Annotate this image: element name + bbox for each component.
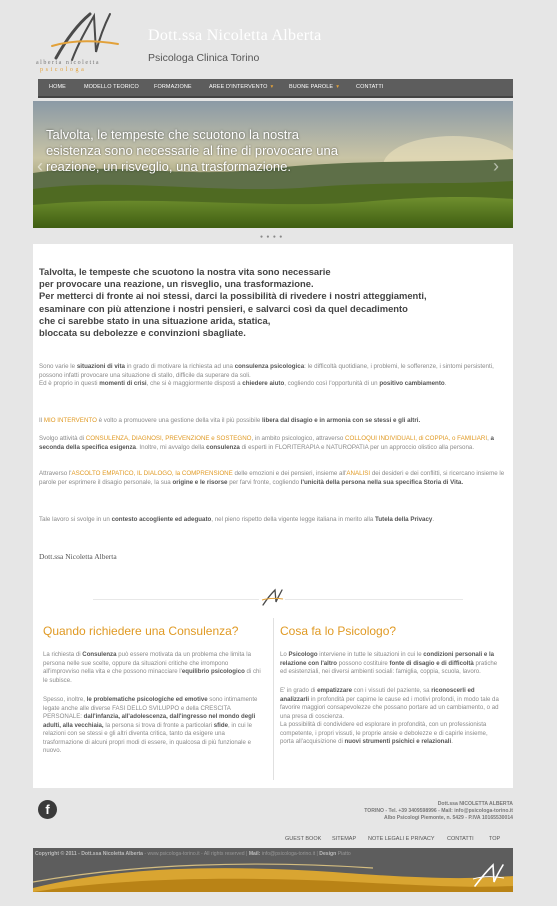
footer-name: Dott.ssa NICOLETTA ALBERTA	[437, 801, 513, 807]
slider-pagination-dots[interactable]: ● ● ● ●	[260, 234, 284, 240]
intro-line: Per metterci di fronte ai noi stessi, darci la possibilità di rivedere i nostri atteggiamenti,	[39, 290, 427, 302]
intro-line: esaminare con più attenzione i nostri pensieri, e salvarci così da quel decadimento	[39, 302, 408, 314]
chevron-right-icon[interactable]: ›	[493, 156, 499, 176]
paragraph-attivita: Svolgo attività di CONSULENZA, DIAGNOSI, PREVENZIONE e SOSTEGNO, in ambito psicologico, attraverso COLLOQUI INDIVIDUALI, di COPPIA, o FAMILIARI, a seconda della specifica esigenza. Inoltre, mi avvalgo della consulenza di esperti in FLORITERAPIA e NATUROPATIA per un approccio olistico alla persona.	[39, 435, 494, 451]
link-mio-intervento[interactable]: MIO INTERVENTO	[43, 417, 97, 424]
chevron-down-icon: ▾	[336, 84, 340, 90]
intro-quote	[39, 266, 499, 339]
footer-link-top[interactable]: TOP	[489, 836, 501, 842]
column-divider	[273, 618, 274, 780]
logo-subtitle: psicologa	[40, 67, 87, 73]
footer-swoosh	[33, 858, 513, 892]
nav-item-label: FORMAZIONE	[154, 84, 192, 90]
main-content	[33, 244, 513, 788]
paragraph-privacy: Tale lavoro si svolge in un contesto accogliente ed adeguato, nel pieno rispetto della vigente legge italiana in merito alla Tutela della Privacy.	[39, 516, 435, 523]
logo-mark-small	[259, 588, 285, 608]
facebook-icon[interactable]: f	[38, 800, 57, 819]
psicologo-paragraph-2: E' in grado di empatizzare con i vissuti del paziente, sa riconoscerli ed analizzarli in profondità per capirne le cause ed i motivi profondi, in modo tale da favorire maggiori consapevolezze che possano portare ad un cambiamento, o ad una presa di coscienza. La possibilità di condividere ed esplorare in profondità, con un professionista competente, i propri vissuti, le proprie ansie e debolezze e di capirle insieme, porta all'acquisizione di nuovi strumenti psichici e relazionali.	[280, 687, 499, 745]
paragraph-ascolto: Attraverso l'ASCOLTO EMPATICO, IL DIALOGO, la COMPRENSIONE delle emozioni e dei pensieri, insieme all'ANALISI dei desideri e dei conflitti, si ricercano insieme le parole per esprimere il disagio personale, la sua origine e le risorse per farvi fronte, cogliendo l'unicità della persona nella sua specifica Storia di Vita.	[39, 470, 505, 486]
psicologo-paragraph-1: Lo Psicologo interviene in tutte le situazioni in cui le condizioni personali e la relazione con l'altro possono costituire fonte di disagio e di difficoltà pratiche ed esistenziali, nei diversi ambienti sociali: famiglia, coppia, scuola, lavoro.	[280, 651, 498, 675]
nav-item-label: CONTATTI	[356, 84, 384, 90]
nav-item-label: MODELLO TEORICO	[84, 84, 139, 90]
footer-links	[280, 836, 510, 846]
site-subtitle: Psicologa Clinica Torino	[148, 52, 260, 64]
slider-caption: Talvolta, le tempeste che scuotono la nostra esistenza sono necessarie al fine di provocare una reazione, un risveglio, una trasformazione.	[46, 127, 338, 174]
nav-item-buone-parole[interactable]	[289, 79, 339, 96]
consulenza-paragraph-2: Spesso, inoltre, le problematiche psicologiche ed emotive sono intimamente legate anche alle diverse FASI DELLO SVILUPPO e della CRESCITA PERSONALE: dall'infanzia, all'adolescenza, dall'ingresso nel mondo degli adulti, alla vecchiaia, la persona si trova di fronte a particolari sfide, in cui le relazioni con se stessi e gli altri diventa critica, tanto da esigere una trasformazione di alcuni propri modi di essere, in qualcosa di più funzionale e nuovo.	[43, 696, 258, 754]
nav-item-aree-intervento[interactable]	[209, 79, 273, 96]
chevron-left-icon[interactable]: ‹	[37, 156, 43, 176]
nav-item-home[interactable]	[49, 79, 66, 96]
nav-item-modello-teorico[interactable]	[84, 79, 139, 96]
paragraph-situations: Sono varie le situazioni di vita in grado di motivare la richiesta ad una consulenza psicologica: le difficoltà quotidiane, i problemi, le sofferenze, i sintomi persistenti, possono infatti provocare una situazione di stallo, difficile da superare da soli. Ed è proprio in questi momenti di crisi, che si è maggiormente disposti a chiedere aiuto, cogliendo così l'opportunità di un positivo cambiamento.	[39, 363, 494, 388]
intro-line: Talvolta, le tempeste che scuotono la nostra vita sono necessarie	[39, 266, 331, 277]
chevron-down-icon: ▾	[270, 84, 274, 90]
intro-line: bloccata su debolezze e convinzioni sbagliate.	[39, 327, 246, 339]
nav-item-formazione[interactable]	[154, 79, 192, 96]
site-title[interactable]: Dott.ssa Nicoletta Alberta	[148, 27, 322, 44]
footer-contact: TORINO - Tel. +39 3409598996 - Mail: info@psicologa-torino.it	[364, 808, 513, 814]
footer-bar	[33, 848, 513, 892]
footer-registration: Albo Psicologi Piemonte, n. 5429 - P.IVA 10165530014	[383, 815, 513, 821]
paragraph-intervento: Il MIO INTERVENTO è volto a promuovere una gestione della vita il più possibile libera dal disagio e in armonia con se stessi e gli altri.	[39, 417, 421, 424]
signature: Dott.ssa Nicoletta Alberta	[39, 552, 117, 561]
footer-link-sitemap[interactable]: SITEMAP	[332, 836, 357, 842]
consulenza-paragraph-1: La richiesta di Consulenza può essere motivata da un problema che limita la persona nelle sue scelte, oppure da situazioni critiche che irrompono all'improvviso nella vita e che possono minacciare l'equilibrio psicologico di chi le subisce.	[43, 651, 261, 684]
logo-name: alberta nicoletta	[36, 60, 100, 66]
copyright: Copyright © 2011 - Dott.ssa Nicoletta Alberta - www.psicologa-torino.it - All rights reserved | Mail: info@psicologa-torino.it | Design Piatto	[35, 851, 351, 857]
intro-line: che ci sarebbe stato in una situazione arida, statica,	[39, 314, 271, 326]
nav-item-label: HOME	[49, 84, 66, 90]
intro-line: per provocare una reazione, un risveglio, una trasformazione.	[39, 278, 314, 290]
nav-item-contatti[interactable]	[356, 79, 383, 96]
psicologo-title: Cosa fa lo Psicologo?	[280, 624, 397, 638]
footer-link-privacy[interactable]: NOTE LEGALI E PRIVACY	[368, 836, 435, 842]
footer-link-contatti[interactable]: CONTATTI	[447, 836, 474, 842]
footer-link-guestbook[interactable]: GUEST BOOK	[285, 836, 322, 842]
nav-item-label: BUONE PAROLE	[289, 84, 334, 90]
logo-mark-footer	[471, 862, 505, 890]
main-navigation	[38, 79, 513, 98]
hero-slider[interactable]	[33, 101, 513, 228]
consulenza-title: Quando richiedere una Consulenza?	[43, 624, 239, 638]
nav-item-label: AREE D'INTERVENTO	[209, 84, 268, 90]
